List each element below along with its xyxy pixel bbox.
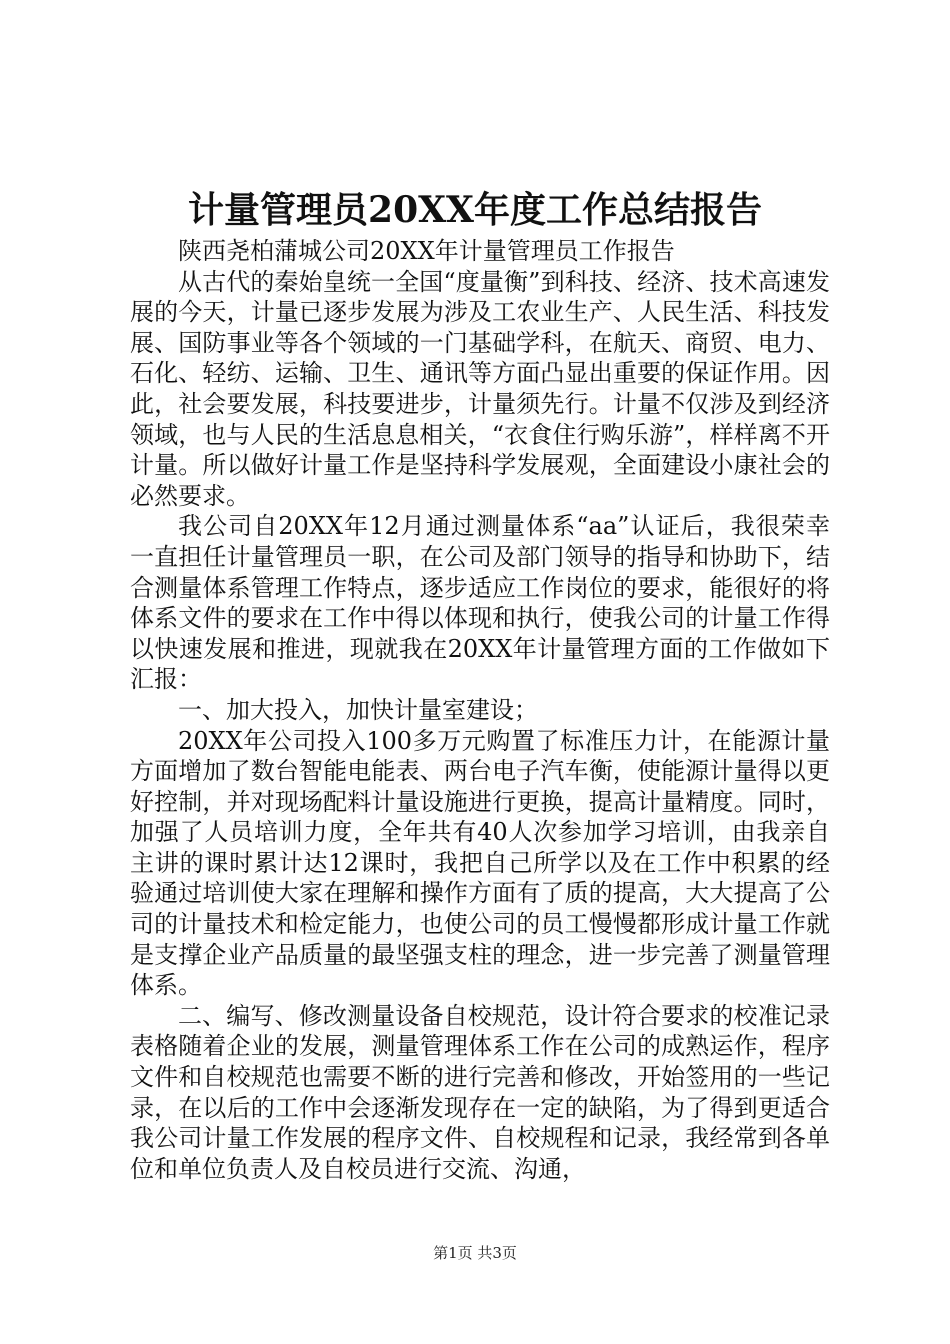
section-heading-1: 一、加大投入，加快计量室建设；: [178, 695, 538, 724]
paragraph-investment: 20XX年公司投入100多万元购置了标准压力计，在能源计量方面增加了数台智能电能表、两台电子汽车衡，使能源计量得以更好控制，并对现场配料计量设施进行更换，提高计量精度。同时，加强了人员培训力度，全年共有40人次参加学习培训，由我亲自主讲的课时累计达12课时，我把自己所学以及在工作中积累的经验通过培训使大家在理解和操作方面有了质的提高，大大提高了公司的计量技术和检定能力，也使公司的员工慢慢都形成计量工作就是支撑企业产品质量的最坚强支柱的理念，进一步完善了测量管理体系。: [130, 726, 830, 1000]
paragraph-intro: 从古代的秦始皇统一全国“度量衡”到科技、经济、技术高速发展的今天，计量已逐步发展为涉及工农业生产、人民生活、科技发展、国防事业等各个领域的一门基础学科，在航天、商贸、电力、石化、轻纺、运输、卫生、通讯等方面凸显出重要的保证作用。因此，社会要发展，科技要进步，计量须先行。计量不仅涉及到经济领域，也与人民的生活息息相关，“衣食住行购乐游”，样样离不开计量。所以做好计量工作是坚持科学发展观，全面建设小康社会的必然要求。: [130, 267, 830, 510]
section-heading-2-paragraph: 二、编写、修改测量设备自校规范，设计符合要求的校准记录表格随着企业的发展，测量管理体系工作在公司的成熟运作，程序文件和自校规范也需要不断的进行完善和修改，开始签用的一些记录，在以后的工作中会逐渐发现存在一定的缺陷，为了得到更适合我公司计量工作发展的程序文件、自校规程和记录，我经常到各单位和单位负责人及自校员进行交流、沟通，: [130, 1001, 830, 1183]
document-body: [130, 236, 830, 1184]
paragraph-company-heading: 陕西尧柏蒲城公司20XX年计量管理员工作报告: [178, 237, 675, 265]
page-footer: 第1页 共3页: [433, 1244, 517, 1262]
document-title: 计量管理员20XX年度工作总结报告: [188, 189, 762, 231]
paragraph-background: 我公司自20XX年12月通过测量体系“aa”认证后，我很荣幸一直担任计量管理员一职，在公司及部门领导的指导和协助下，结合测量体系管理工作特点，逐步适应工作岗位的要求，能很好的将体系文件的要求在工作中得以体现和执行，使我公司的计量工作得以快速发展和推进，现就我在20XX年计量管理方面的工作做如下汇报：: [130, 512, 830, 694]
